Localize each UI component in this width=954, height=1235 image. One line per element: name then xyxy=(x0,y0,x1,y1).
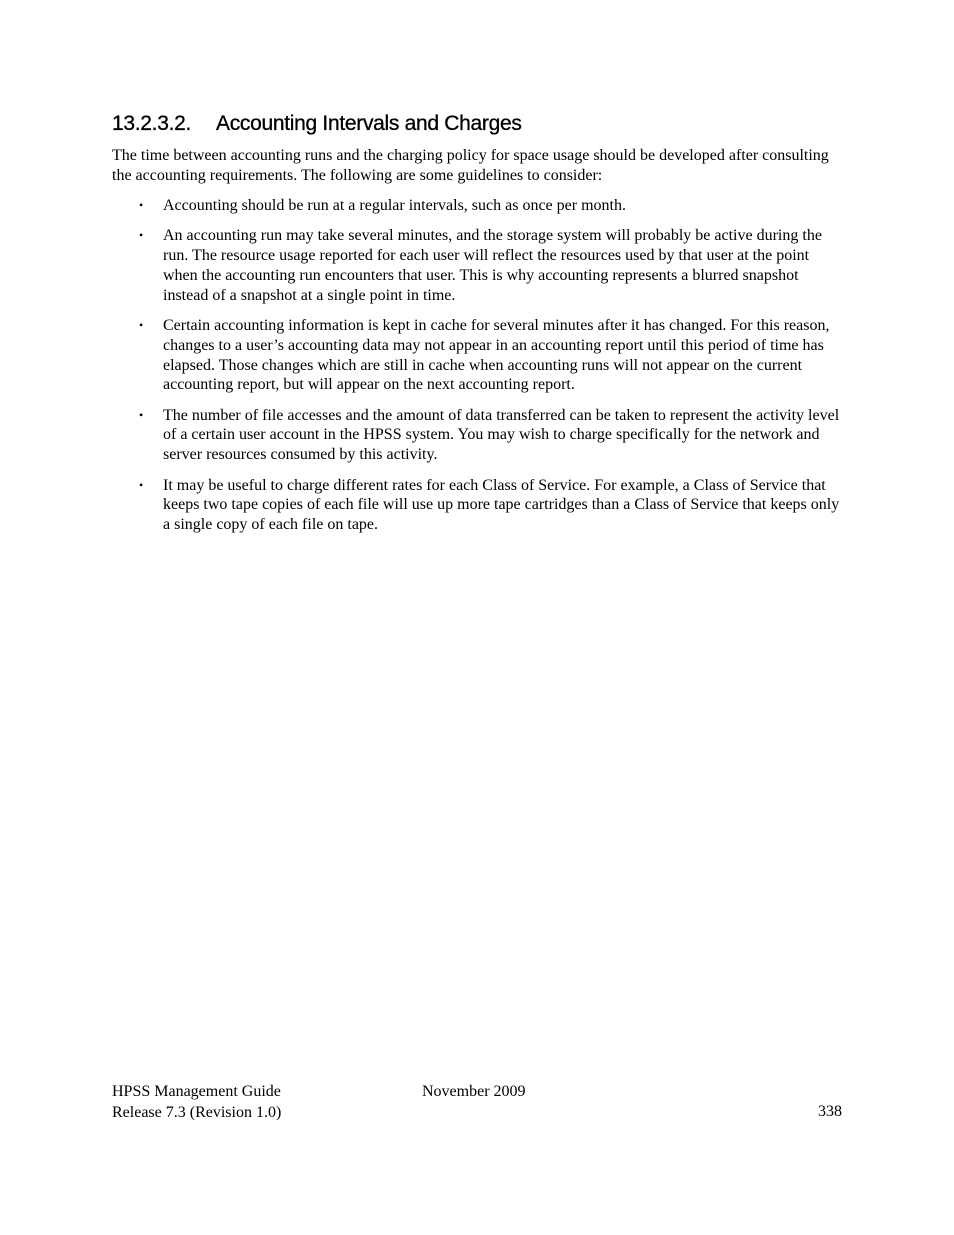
list-item-text: An accounting run may take several minutes, and the storage system will probably be active during the run. The resource usage reported for each user will reflect the resources used by that user at the point when the accounting run encounters that user. This is why accounting represents a blurred snapshot instead of a snapshot at a single point in time. xyxy=(163,227,822,304)
intro-paragraph: The time between accounting runs and the charging policy for space usage should be developed after consulting the accounting requirements. The following are some guidelines to consider: xyxy=(112,147,829,184)
footer-release: Release 7.3 (Revision 1.0) xyxy=(112,1103,282,1121)
list-item xyxy=(112,196,842,216)
list-item-text: Certain accounting information is kept in cache for several minutes after it has changed. For this reason, changes to a user’s accounting data may not appear in an accounting report until this period of time has elapsed. Those changes which are still in cache when accounting runs will not appear on the current accounting report, but will appear on the next accounting report. xyxy=(163,316,830,394)
section-heading xyxy=(112,112,522,136)
section-number: 13.2.3.2. xyxy=(112,112,192,135)
footer-doc-title: HPSS Management Guide xyxy=(112,1083,281,1100)
bullet-icon: • xyxy=(139,198,144,212)
footer-document-info xyxy=(112,1082,281,1123)
guideline-list xyxy=(112,196,842,545)
bullet-icon: • xyxy=(139,228,144,243)
list-item xyxy=(112,316,842,395)
list-item-text: Accounting should be run at a regular intervals, such as once per month. xyxy=(163,197,626,214)
list-item xyxy=(112,406,842,465)
bullet-icon: • xyxy=(139,317,144,332)
footer-date: November 2009 xyxy=(422,1083,526,1100)
section-title: Accounting Intervals and Charges xyxy=(216,112,522,135)
list-item-text: It may be useful to charge different rates for each Class of Service. For example, a Class of Service that keeps two tape copies of each file will use up more tape cartridges than a Class of Service that keeps only a single copy of each file on tape. xyxy=(163,476,840,534)
list-item-text: The number of file accesses and the amount of data transferred can be taken to represent the activity level of a certain user account in the HPSS system. You may wish to charge specifically for the network and server resources consumed by this activity. xyxy=(163,406,840,464)
list-item xyxy=(112,476,842,535)
list-item xyxy=(112,226,842,305)
bullet-icon: • xyxy=(139,407,144,422)
bullet-icon: • xyxy=(139,477,144,492)
page-number: 338 xyxy=(818,1103,842,1120)
